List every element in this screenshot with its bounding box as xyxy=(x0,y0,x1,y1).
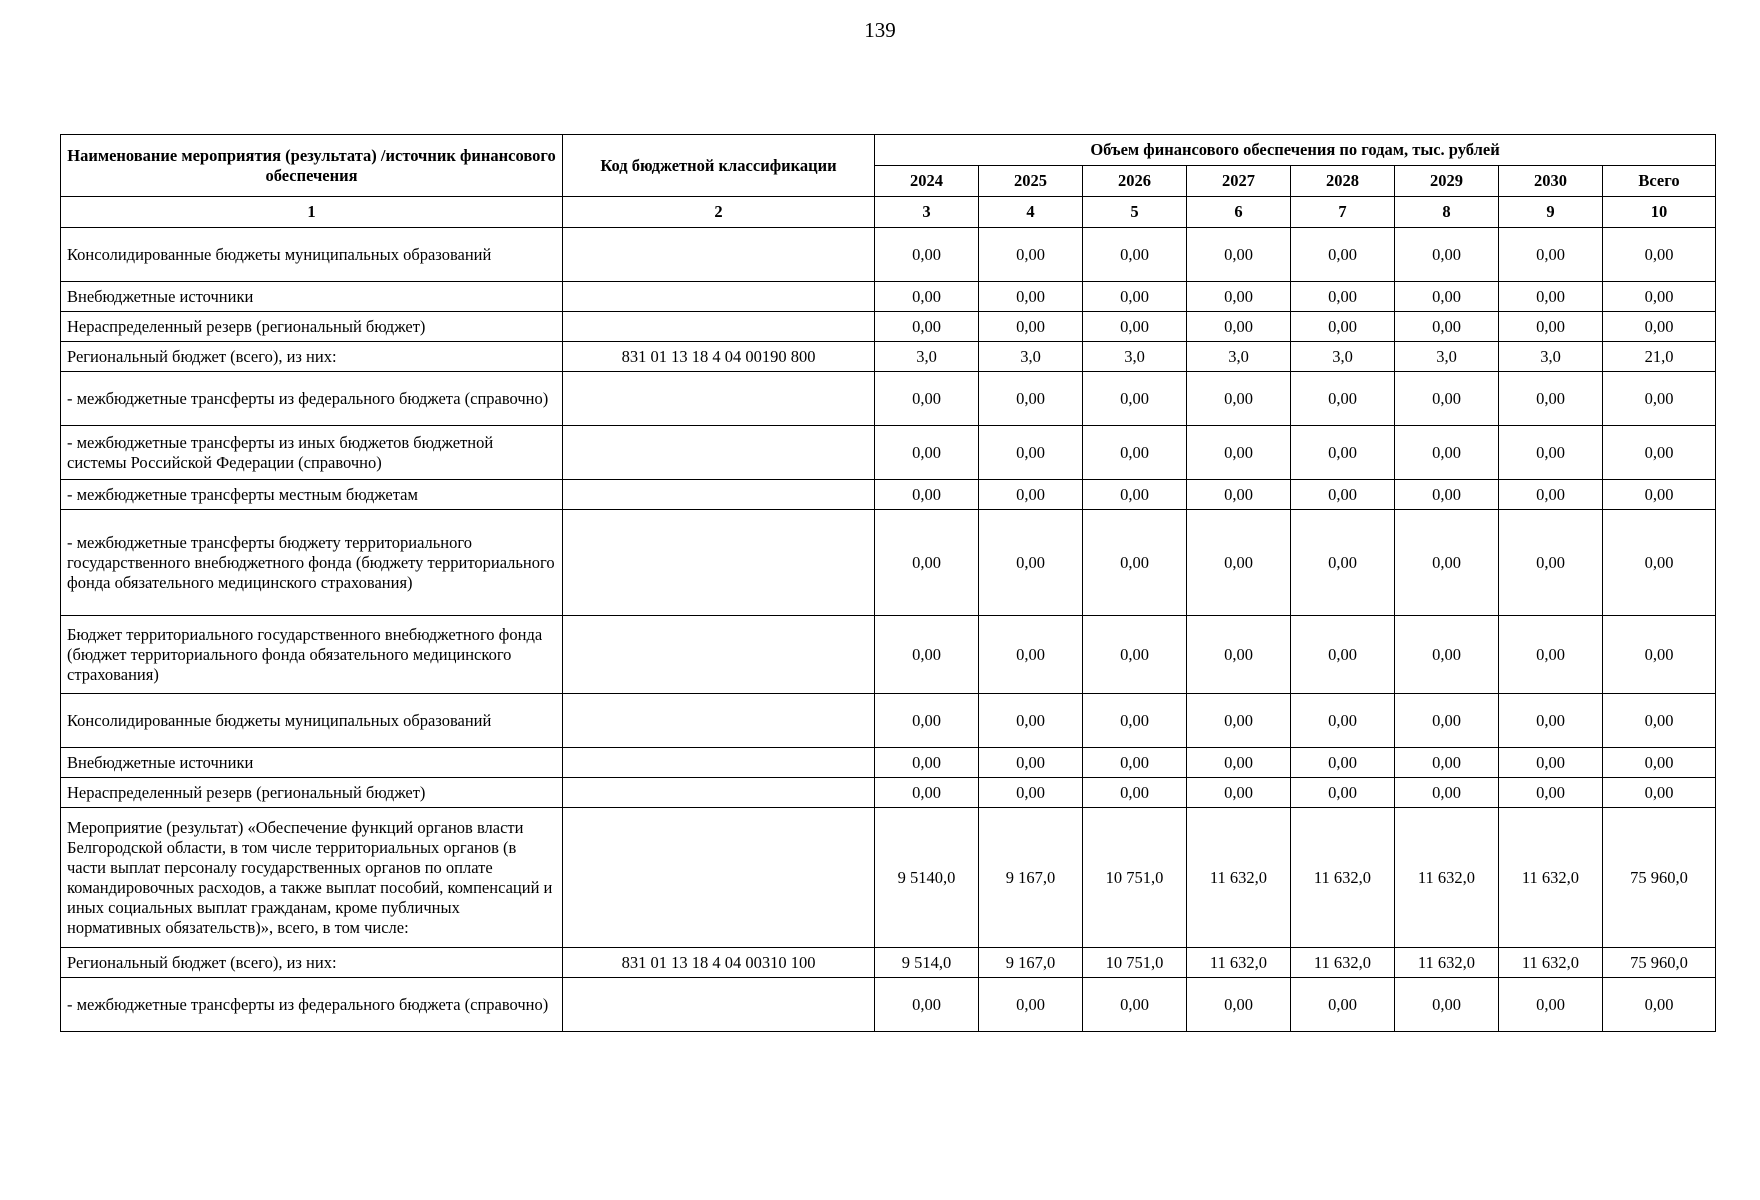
row-value: 0,00 xyxy=(1187,510,1291,616)
row-total: 0,00 xyxy=(1603,978,1716,1032)
row-code xyxy=(563,616,875,694)
row-value: 3,0 xyxy=(1083,342,1187,372)
row-code xyxy=(563,748,875,778)
row-value: 0,00 xyxy=(1291,372,1395,426)
row-value: 0,00 xyxy=(1499,510,1603,616)
row-value: 0,00 xyxy=(979,372,1083,426)
table-row xyxy=(61,778,1716,808)
row-total: 0,00 xyxy=(1603,228,1716,282)
row-total: 0,00 xyxy=(1603,480,1716,510)
row-name: Консолидированные бюджеты муниципальных образований xyxy=(61,228,563,282)
table-row xyxy=(61,342,1716,372)
row-value: 0,00 xyxy=(1395,480,1499,510)
table-row xyxy=(61,480,1716,510)
row-value: 0,00 xyxy=(1083,282,1187,312)
row-code xyxy=(563,480,875,510)
row-value: 0,00 xyxy=(1187,616,1291,694)
column-number: 6 xyxy=(1187,197,1291,228)
row-value: 10 751,0 xyxy=(1083,808,1187,948)
row-value: 11 632,0 xyxy=(1395,948,1499,978)
row-name: Внебюджетные источники xyxy=(61,282,563,312)
row-value: 0,00 xyxy=(1187,372,1291,426)
row-value: 0,00 xyxy=(1395,312,1499,342)
row-value: 0,00 xyxy=(1083,748,1187,778)
row-name: - межбюджетные трансферты из иных бюджетов бюджетной системы Российской Федерации (справочно) xyxy=(61,426,563,480)
row-name: Нераспределенный резерв (региональный бюджет) xyxy=(61,312,563,342)
row-total: 0,00 xyxy=(1603,426,1716,480)
table-row xyxy=(61,228,1716,282)
header-year: 2025 xyxy=(979,166,1083,197)
row-value: 10 751,0 xyxy=(1083,948,1187,978)
row-value: 0,00 xyxy=(1395,616,1499,694)
column-number: 9 xyxy=(1499,197,1603,228)
row-value: 0,00 xyxy=(1499,480,1603,510)
row-value: 0,00 xyxy=(1499,312,1603,342)
page-number: 139 xyxy=(864,18,896,42)
row-value: 0,00 xyxy=(979,616,1083,694)
header-total: Всего xyxy=(1603,166,1716,197)
row-value: 0,00 xyxy=(1083,510,1187,616)
row-value: 0,00 xyxy=(1187,748,1291,778)
row-value: 0,00 xyxy=(1499,282,1603,312)
row-value: 0,00 xyxy=(1083,228,1187,282)
row-value: 0,00 xyxy=(1499,616,1603,694)
row-total: 0,00 xyxy=(1603,748,1716,778)
row-value: 0,00 xyxy=(979,282,1083,312)
row-value: 11 632,0 xyxy=(1395,808,1499,948)
row-value: 0,00 xyxy=(979,312,1083,342)
row-value: 0,00 xyxy=(1083,694,1187,748)
row-value: 0,00 xyxy=(1187,426,1291,480)
row-total: 0,00 xyxy=(1603,778,1716,808)
header-year: 2024 xyxy=(875,166,979,197)
row-value: 0,00 xyxy=(1187,778,1291,808)
row-value: 0,00 xyxy=(1083,978,1187,1032)
row-value: 0,00 xyxy=(875,426,979,480)
row-value: 0,00 xyxy=(979,694,1083,748)
row-value: 0,00 xyxy=(1083,312,1187,342)
row-value: 0,00 xyxy=(1187,282,1291,312)
row-value: 0,00 xyxy=(875,978,979,1032)
row-value: 0,00 xyxy=(1291,778,1395,808)
row-code xyxy=(563,372,875,426)
row-code xyxy=(563,282,875,312)
table-row xyxy=(61,312,1716,342)
row-value: 0,00 xyxy=(979,778,1083,808)
row-value: 0,00 xyxy=(1395,694,1499,748)
row-code xyxy=(563,778,875,808)
header-year: 2029 xyxy=(1395,166,1499,197)
row-value: 0,00 xyxy=(1291,426,1395,480)
table-row xyxy=(61,694,1716,748)
row-name: Мероприятие (результат) «Обеспечение функций органов власти Белгородской области, в том числе территориальных органов (в части выплат персоналу государственных органов по оплате командировочных расходов, а также выплат пособий, компенсаций и иных социальных выплат гражданам, кроме публичных нормативных обязательств)», всего, в том числе: xyxy=(61,808,563,948)
table-row xyxy=(61,616,1716,694)
row-value: 9 167,0 xyxy=(979,948,1083,978)
table-row xyxy=(61,426,1716,480)
row-value: 0,00 xyxy=(1395,282,1499,312)
row-name: - межбюджетные трансферты бюджету территориального государственного внебюджетного фонда (бюджету территориального фонда обязательного медицинского страхования) xyxy=(61,510,563,616)
row-value: 0,00 xyxy=(1291,312,1395,342)
column-number: 5 xyxy=(1083,197,1187,228)
row-total: 75 960,0 xyxy=(1603,948,1716,978)
row-code xyxy=(563,228,875,282)
row-value: 3,0 xyxy=(1395,342,1499,372)
header-year: 2030 xyxy=(1499,166,1603,197)
row-value: 0,00 xyxy=(979,978,1083,1032)
row-total: 0,00 xyxy=(1603,616,1716,694)
table-row xyxy=(61,808,1716,948)
column-number: 2 xyxy=(563,197,875,228)
table-row xyxy=(61,282,1716,312)
row-value: 0,00 xyxy=(875,510,979,616)
row-value: 0,00 xyxy=(1395,372,1499,426)
row-code xyxy=(563,808,875,948)
row-value: 0,00 xyxy=(1499,694,1603,748)
row-value: 0,00 xyxy=(1187,694,1291,748)
row-value: 0,00 xyxy=(875,228,979,282)
row-value: 9 167,0 xyxy=(979,808,1083,948)
row-value: 0,00 xyxy=(1499,426,1603,480)
row-value: 3,0 xyxy=(1187,342,1291,372)
row-total: 75 960,0 xyxy=(1603,808,1716,948)
row-value: 9 514,0 xyxy=(875,948,979,978)
row-value: 11 632,0 xyxy=(1499,948,1603,978)
row-code xyxy=(563,694,875,748)
row-value: 0,00 xyxy=(1499,372,1603,426)
row-value: 0,00 xyxy=(875,778,979,808)
row-value: 0,00 xyxy=(1083,480,1187,510)
row-code xyxy=(563,510,875,616)
row-value: 0,00 xyxy=(1499,978,1603,1032)
row-value: 0,00 xyxy=(1291,748,1395,778)
row-value: 0,00 xyxy=(1291,510,1395,616)
row-total: 0,00 xyxy=(1603,312,1716,342)
row-value: 0,00 xyxy=(1083,426,1187,480)
row-value: 11 632,0 xyxy=(1499,808,1603,948)
header-name: Наименование мероприятия (результата) /источник финансового обеспечения xyxy=(61,135,563,197)
row-value: 0,00 xyxy=(1395,426,1499,480)
row-value: 0,00 xyxy=(875,748,979,778)
row-name: Региональный бюджет (всего), из них: xyxy=(61,342,563,372)
row-value: 0,00 xyxy=(1187,312,1291,342)
row-value: 0,00 xyxy=(1291,480,1395,510)
table-row xyxy=(61,978,1716,1032)
row-value: 0,00 xyxy=(1291,978,1395,1032)
row-total: 0,00 xyxy=(1603,510,1716,616)
row-value: 0,00 xyxy=(1499,748,1603,778)
row-value: 0,00 xyxy=(875,312,979,342)
row-value: 0,00 xyxy=(979,426,1083,480)
row-name: Консолидированные бюджеты муниципальных образований xyxy=(61,694,563,748)
table-row xyxy=(61,510,1716,616)
row-code xyxy=(563,426,875,480)
row-value: 0,00 xyxy=(1187,480,1291,510)
row-value: 0,00 xyxy=(979,748,1083,778)
row-value: 0,00 xyxy=(1291,694,1395,748)
row-name: Региональный бюджет (всего), из них: xyxy=(61,948,563,978)
row-value: 0,00 xyxy=(1291,282,1395,312)
row-value: 0,00 xyxy=(1083,616,1187,694)
header-year: 2027 xyxy=(1187,166,1291,197)
row-value: 3,0 xyxy=(1291,342,1395,372)
row-value: 0,00 xyxy=(1291,616,1395,694)
row-value: 3,0 xyxy=(875,342,979,372)
table-row xyxy=(61,372,1716,426)
row-name: - межбюджетные трансферты из федерального бюджета (справочно) xyxy=(61,372,563,426)
table-row xyxy=(61,748,1716,778)
header-year: 2028 xyxy=(1291,166,1395,197)
column-number: 10 xyxy=(1603,197,1716,228)
row-total: 21,0 xyxy=(1603,342,1716,372)
row-value: 0,00 xyxy=(1499,778,1603,808)
row-value: 11 632,0 xyxy=(1187,808,1291,948)
row-value: 0,00 xyxy=(979,480,1083,510)
row-name: - межбюджетные трансферты из федерального бюджета (справочно) xyxy=(61,978,563,1032)
row-value: 0,00 xyxy=(1395,510,1499,616)
row-value: 9 5140,0 xyxy=(875,808,979,948)
financing-table xyxy=(60,134,1716,1032)
header-year: 2026 xyxy=(1083,166,1187,197)
header-group-title: Объем финансового обеспечения по годам, тыс. рублей xyxy=(875,135,1716,166)
row-value: 0,00 xyxy=(875,694,979,748)
row-name: Внебюджетные источники xyxy=(61,748,563,778)
row-value: 0,00 xyxy=(1291,228,1395,282)
table-body xyxy=(61,228,1716,1032)
row-total: 0,00 xyxy=(1603,372,1716,426)
row-value: 0,00 xyxy=(1083,372,1187,426)
row-value: 0,00 xyxy=(875,372,979,426)
row-value: 0,00 xyxy=(875,616,979,694)
table-row xyxy=(61,948,1716,978)
row-name: - межбюджетные трансферты местным бюджетам xyxy=(61,480,563,510)
row-value: 0,00 xyxy=(1187,228,1291,282)
row-value: 0,00 xyxy=(1187,978,1291,1032)
column-number: 7 xyxy=(1291,197,1395,228)
row-total: 0,00 xyxy=(1603,694,1716,748)
row-name: Бюджет территориального государственного внебюджетного фонда (бюджет территориального фонда обязательного медицинского страхования) xyxy=(61,616,563,694)
row-value: 3,0 xyxy=(1499,342,1603,372)
row-value: 11 632,0 xyxy=(1187,948,1291,978)
column-number: 3 xyxy=(875,197,979,228)
row-name: Нераспределенный резерв (региональный бюджет) xyxy=(61,778,563,808)
header-code: Код бюджетной классификации xyxy=(563,135,875,197)
row-code: 831 01 13 18 4 04 00310 100 xyxy=(563,948,875,978)
column-number: 1 xyxy=(61,197,563,228)
row-code: 831 01 13 18 4 04 00190 800 xyxy=(563,342,875,372)
row-value: 0,00 xyxy=(979,228,1083,282)
row-value: 0,00 xyxy=(1395,778,1499,808)
row-value: 3,0 xyxy=(979,342,1083,372)
row-value: 11 632,0 xyxy=(1291,808,1395,948)
row-value: 0,00 xyxy=(979,510,1083,616)
row-code xyxy=(563,978,875,1032)
row-value: 11 632,0 xyxy=(1291,948,1395,978)
row-value: 0,00 xyxy=(1499,228,1603,282)
column-number: 8 xyxy=(1395,197,1499,228)
row-code xyxy=(563,312,875,342)
row-value: 0,00 xyxy=(1395,228,1499,282)
row-value: 0,00 xyxy=(875,480,979,510)
row-value: 0,00 xyxy=(875,282,979,312)
row-value: 0,00 xyxy=(1395,978,1499,1032)
row-value: 0,00 xyxy=(1083,778,1187,808)
row-total: 0,00 xyxy=(1603,282,1716,312)
row-value: 0,00 xyxy=(1395,748,1499,778)
column-number: 4 xyxy=(979,197,1083,228)
